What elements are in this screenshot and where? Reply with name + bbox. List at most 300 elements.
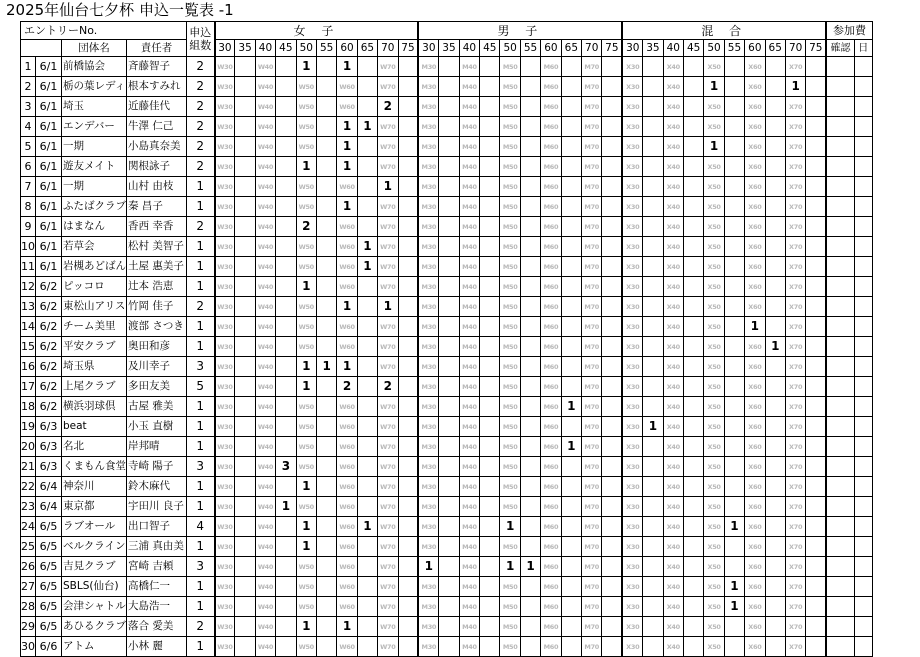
men-entry-cell — [582, 457, 602, 477]
mixed-category-watermark: X30 — [626, 163, 640, 171]
mixed-category-watermark: X30 — [626, 323, 640, 331]
men-entry-cell — [500, 57, 520, 77]
mixed-entry-cell — [663, 217, 683, 237]
men-entry-cell — [602, 297, 622, 317]
men-entry-cell — [582, 357, 602, 377]
table-row — [21, 397, 873, 417]
men-category-watermark: M60 — [543, 83, 559, 91]
men-category-watermark: M60 — [543, 123, 559, 131]
mixed-entry-cell — [745, 417, 765, 437]
mixed-category-watermark: X50 — [707, 503, 721, 511]
men-category-watermark: M60 — [543, 623, 559, 631]
men-entry-cell — [541, 457, 561, 477]
women-entry-cell — [398, 357, 418, 377]
women-category-watermark: W50 — [298, 243, 314, 251]
men-category-watermark: M70 — [584, 523, 600, 531]
mixed-entry-cell — [663, 137, 683, 157]
fee-day-cell — [854, 117, 872, 137]
fee-confirm-cell — [826, 197, 854, 217]
women-category-watermark: W40 — [257, 183, 274, 191]
mixed-category-watermark: X70 — [789, 263, 803, 271]
group-name: 若草会 — [62, 237, 127, 257]
row-number: 3 — [21, 97, 36, 117]
men-entry-cell — [541, 77, 561, 97]
women-entry-cell — [235, 617, 255, 637]
mixed-entry-cell — [745, 117, 765, 137]
mixed-category-watermark: X40 — [666, 623, 680, 631]
men-category-watermark: M60 — [543, 363, 559, 371]
mixed-category-watermark: X30 — [626, 223, 640, 231]
women-entry-cell — [215, 177, 235, 197]
women-entry-cell — [255, 337, 275, 357]
men-category-watermark: M50 — [502, 643, 518, 651]
women-category-watermark: W70 — [380, 403, 396, 411]
mixed-category-watermark: X30 — [626, 643, 640, 651]
men-category-watermark: M40 — [462, 283, 477, 291]
apply-count: 2 — [187, 157, 215, 177]
women-entry-cell — [296, 497, 316, 517]
men-entry-cell — [541, 557, 561, 577]
men-category-watermark: M40 — [462, 63, 477, 71]
manager-name: 辻本 浩恵 — [127, 277, 187, 297]
men-category-watermark: M70 — [584, 323, 600, 331]
men-entry-cell — [418, 77, 438, 97]
mixed-entry-cell — [683, 117, 703, 137]
group-name: 栃の葉レディ — [62, 77, 127, 97]
mixed-entry-cell — [643, 457, 663, 477]
men-category-watermark: M70 — [584, 303, 600, 311]
mixed-category-watermark: X60 — [748, 363, 762, 371]
women-category-watermark: W40 — [257, 343, 274, 351]
row-number: 28 — [21, 597, 36, 617]
women-category-watermark: W50 — [298, 263, 314, 271]
women-entry-cell — [378, 237, 398, 257]
men-category-watermark: M70 — [584, 63, 600, 71]
men-entry-cell — [582, 537, 602, 557]
mixed-entry-cell — [806, 77, 826, 97]
women-entry-cell — [357, 417, 377, 437]
mixed-category-watermark: X60 — [748, 483, 762, 491]
women-entry-cell — [398, 57, 418, 77]
manager-name: 三浦 真由美 — [127, 537, 187, 557]
men-entry-cell — [520, 177, 540, 197]
men-entry-cell — [500, 197, 520, 217]
row-number: 13 — [21, 297, 36, 317]
fee-confirm-cell — [826, 337, 854, 357]
women-entry-cell — [276, 57, 296, 77]
mixed-entry-cell — [785, 577, 805, 597]
mixed-category-watermark: X30 — [626, 503, 640, 511]
men-entry-cell — [459, 497, 479, 517]
apply-count: 1 — [187, 537, 215, 557]
women-category-watermark: W30 — [217, 303, 233, 311]
women-entry-cell — [398, 437, 418, 457]
men-category-watermark: M40 — [462, 563, 477, 571]
men-entry-cell — [418, 577, 438, 597]
mixed-category-watermark: X70 — [789, 443, 803, 451]
women-entry-cell — [337, 497, 357, 517]
men-entry-cell — [561, 337, 581, 357]
mixed-entry-cell — [643, 237, 663, 257]
men-category-watermark: M50 — [502, 583, 518, 591]
fee-confirm-cell — [826, 557, 854, 577]
men-entry-cell — [439, 377, 459, 397]
mixed-entry-cell — [622, 577, 642, 597]
mixed-entry-cell — [643, 77, 663, 97]
mixed-entry-cell — [663, 317, 683, 337]
mixed-entry-cell — [765, 497, 785, 517]
men-entry-cell — [602, 57, 622, 77]
men-category-watermark: M70 — [584, 483, 600, 491]
men-entry-cell — [561, 617, 581, 637]
mixed-entry-cell — [785, 557, 805, 577]
women-entry-cell — [316, 437, 336, 457]
men-category-watermark: M50 — [502, 243, 518, 251]
men-category-watermark: M70 — [584, 643, 600, 651]
mixed-entry-cell — [765, 537, 785, 557]
group-name: アトム — [62, 637, 127, 657]
men-entry-cell — [500, 397, 520, 417]
women-entry-cell — [296, 637, 316, 657]
mixed-entry-cell — [704, 217, 724, 237]
mixed-entry-cell — [724, 457, 744, 477]
women-entry-count: 1 — [342, 159, 352, 173]
mixed-category-watermark: X60 — [748, 303, 762, 311]
fee-day-header: 日 — [854, 40, 872, 57]
women-entry-cell — [357, 397, 377, 417]
fee-confirm-cell — [826, 97, 854, 117]
men-entry-cell — [500, 237, 520, 257]
men-entry-cell — [520, 517, 540, 537]
men-entry-cell — [459, 317, 479, 337]
men-category-watermark: M70 — [584, 183, 600, 191]
mixed-entry-cell — [643, 537, 663, 557]
mixed-entry-cell — [704, 437, 724, 457]
mixed-entry-cell — [785, 377, 805, 397]
mixed-entry-cell — [663, 77, 683, 97]
mixed-entry-cell — [683, 357, 703, 377]
mixed-category-watermark: X70 — [789, 603, 803, 611]
men-category-watermark: M70 — [584, 403, 600, 411]
women-entry-cell — [337, 177, 357, 197]
men-entry-cell — [439, 237, 459, 257]
men-entry-cell — [602, 357, 622, 377]
fee-day-cell — [854, 77, 872, 97]
fee-confirm-cell — [826, 277, 854, 297]
mixed-entry-cell — [745, 397, 765, 417]
mixed-entry-cell — [806, 437, 826, 457]
women-entry-cell — [276, 617, 296, 637]
men-category-watermark: M50 — [502, 543, 518, 551]
women-entry-cell — [255, 437, 275, 457]
women-entry-cell — [398, 197, 418, 217]
row-number: 14 — [21, 317, 36, 337]
mixed-category-watermark: X30 — [626, 443, 640, 451]
men-entry-cell — [582, 217, 602, 237]
fee-day-cell — [854, 637, 872, 657]
women-entry-cell — [255, 57, 275, 77]
women-category-watermark: W60 — [339, 403, 355, 411]
mixed-category-watermark: X40 — [666, 203, 680, 211]
women-entry-cell — [357, 237, 377, 257]
men-category-watermark: M30 — [421, 543, 437, 551]
men-entry-cell — [520, 57, 540, 77]
mixed-entry-cell — [622, 97, 642, 117]
men-entry-cell — [541, 117, 561, 137]
mixed-entry-cell — [622, 77, 642, 97]
men-entry-cell — [561, 77, 581, 97]
mixed-entry-cell — [663, 257, 683, 277]
men-entry-cell — [439, 57, 459, 77]
men-category-watermark: M60 — [543, 203, 559, 211]
group-name: 横浜羽球倶 — [62, 397, 127, 417]
women-entry-count: 2 — [383, 379, 392, 393]
manager-name: 及川幸子 — [127, 357, 187, 377]
men-entry-cell — [500, 557, 520, 577]
mixed-entry-cell — [785, 477, 805, 497]
mixed-entry-cell — [785, 497, 805, 517]
men-entry-cell — [561, 357, 581, 377]
women-entry-cell — [215, 117, 235, 137]
mixed-entry-cell — [643, 97, 663, 117]
men-entry-cell — [439, 457, 459, 477]
row-number: 24 — [21, 517, 36, 537]
men-entry-cell — [480, 297, 500, 317]
mixed-entry-cell — [663, 517, 683, 537]
men-entry-cell — [439, 497, 459, 517]
men-category-watermark: M70 — [584, 123, 600, 131]
fee-confirm-cell — [826, 377, 854, 397]
men-entry-cell — [541, 517, 561, 537]
mixed-entry-cell — [704, 297, 724, 317]
women-entry-cell — [316, 597, 336, 617]
apply-count: 1 — [187, 477, 215, 497]
apply-count: 3 — [187, 357, 215, 377]
women-entry-cell — [255, 257, 275, 277]
women-category-watermark: W40 — [257, 603, 274, 611]
mixed-entry-cell — [683, 337, 703, 357]
row-number: 5 — [21, 137, 36, 157]
women-entry-cell — [337, 397, 357, 417]
women-category-watermark: W60 — [339, 643, 355, 651]
row-number: 15 — [21, 337, 36, 357]
manager-name: 古屋 雅美 — [127, 397, 187, 417]
mixed-category-watermark: X30 — [626, 423, 640, 431]
women-entry-cell — [337, 517, 357, 537]
men-entry-cell — [582, 577, 602, 597]
mixed-entry-count: 1 — [730, 519, 739, 533]
women-entry-count: 1 — [302, 479, 311, 493]
women-category-watermark: W70 — [380, 423, 396, 431]
entry-date: 6/4 — [36, 497, 62, 517]
men-entry-cell — [418, 217, 438, 237]
women-category-watermark: W30 — [217, 623, 233, 631]
mixed-entry-cell — [643, 57, 663, 77]
women-category-watermark: W50 — [298, 463, 314, 471]
women-entry-count: 1 — [302, 539, 311, 553]
women-entry-cell — [378, 637, 398, 657]
women-entry-cell — [296, 237, 316, 257]
entry-date: 6/1 — [36, 197, 62, 217]
mixed-category-watermark: X40 — [666, 423, 680, 431]
table-row — [21, 317, 873, 337]
women-category-watermark: W60 — [339, 183, 355, 191]
women-entry-cell — [255, 297, 275, 317]
men-entry-cell — [561, 97, 581, 117]
fee-confirm-cell — [826, 497, 854, 517]
women-category-watermark: W30 — [217, 263, 233, 271]
mixed-entry-cell — [683, 237, 703, 257]
women-entry-cell — [235, 497, 255, 517]
men-entry-cell — [520, 637, 540, 657]
manager-name: 宇田川 良子 — [127, 497, 187, 517]
men-entry-cell — [602, 377, 622, 397]
men-entry-cell — [500, 417, 520, 437]
men-entry-cell — [582, 597, 602, 617]
mixed-entry-cell — [785, 217, 805, 237]
men-category-watermark: M30 — [421, 443, 437, 451]
apply-count: 1 — [187, 337, 215, 357]
women-category-watermark: W40 — [257, 523, 274, 531]
men-category-watermark: M40 — [462, 203, 477, 211]
apply-count: 2 — [187, 137, 215, 157]
mixed-category-watermark: X40 — [666, 243, 680, 251]
women-entry-cell — [378, 337, 398, 357]
women-category-watermark: W40 — [257, 203, 274, 211]
women-entry-cell — [398, 597, 418, 617]
men-entry-cell — [582, 277, 602, 297]
men-entry-cell — [602, 197, 622, 217]
men-category-watermark: M60 — [543, 643, 559, 651]
women-entry-cell — [316, 77, 336, 97]
women-entry-cell — [316, 337, 336, 357]
manager-name: 斉藤智子 — [127, 57, 187, 77]
men-entry-cell — [418, 617, 438, 637]
mixed-entry-cell — [663, 557, 683, 577]
women-category-watermark: W60 — [339, 283, 355, 291]
table-row — [21, 337, 873, 357]
women-entry-cell — [276, 117, 296, 137]
mixed-entry-cell — [724, 577, 744, 597]
mixed-entry-cell — [806, 457, 826, 477]
men-entry-cell — [582, 557, 602, 577]
mixed-age-header: 75 — [806, 40, 826, 57]
women-entry-cell — [235, 97, 255, 117]
men-entry-cell — [418, 377, 438, 397]
mixed-entry-cell — [785, 617, 805, 637]
women-category-watermark: W50 — [298, 503, 314, 511]
mixed-category-watermark: X60 — [748, 563, 762, 571]
mixed-category-watermark: X50 — [707, 283, 721, 291]
group-name-header: 団体名 — [62, 40, 127, 57]
mixed-entry-cell — [745, 517, 765, 537]
mixed-category-watermark: X60 — [748, 203, 762, 211]
men-entry-cell — [439, 217, 459, 237]
mixed-category-watermark: X40 — [666, 283, 680, 291]
men-entry-cell — [602, 437, 622, 457]
women-category-watermark: W30 — [217, 203, 233, 211]
mixed-entry-cell — [704, 57, 724, 77]
mixed-entry-cell — [806, 537, 826, 557]
men-entry-cell — [480, 457, 500, 477]
entry-date: 6/5 — [36, 537, 62, 557]
mixed-entry-cell — [745, 377, 765, 397]
mixed-entry-cell — [622, 457, 642, 477]
men-category-watermark: M30 — [421, 643, 437, 651]
mixed-category-watermark: X50 — [707, 623, 721, 631]
men-category-watermark: M60 — [543, 603, 559, 611]
men-entry-cell — [459, 517, 479, 537]
mixed-entry-cell — [622, 397, 642, 417]
men-entry-cell — [561, 297, 581, 317]
women-entry-cell — [276, 597, 296, 617]
women-entry-cell — [276, 257, 296, 277]
men-entry-cell — [582, 377, 602, 397]
manager-name: 渡部 さつき — [127, 317, 187, 337]
mixed-entry-cell — [724, 497, 744, 517]
mixed-entry-cell — [806, 477, 826, 497]
mixed-category-watermark: X40 — [666, 123, 680, 131]
mixed-entry-cell — [724, 637, 744, 657]
women-entry-cell — [337, 357, 357, 377]
women-category-watermark: W30 — [217, 183, 233, 191]
mixed-category-watermark: X40 — [666, 303, 680, 311]
apply-count: 2 — [187, 217, 215, 237]
mixed-entry-cell — [622, 157, 642, 177]
entry-date: 6/2 — [36, 297, 62, 317]
mixed-entry-cell — [765, 397, 785, 417]
men-category-watermark: M40 — [462, 463, 477, 471]
women-entry-cell — [215, 477, 235, 497]
women-entry-cell — [296, 617, 316, 637]
mixed-entry-cell — [745, 317, 765, 337]
mixed-category-watermark: X30 — [626, 183, 640, 191]
mixed-category-watermark: X60 — [748, 463, 762, 471]
women-category-watermark: W40 — [257, 403, 274, 411]
men-entry-cell — [602, 137, 622, 157]
table-row — [21, 177, 873, 197]
mixed-entry-cell — [724, 477, 744, 497]
manager-name: 寺崎 陽子 — [127, 457, 187, 477]
women-category-watermark: W60 — [339, 483, 355, 491]
men-entry-cell — [439, 257, 459, 277]
mixed-entry-cell — [663, 637, 683, 657]
men-entry-cell — [541, 337, 561, 357]
group-name: 上尾クラブ — [62, 377, 127, 397]
men-entry-cell — [500, 517, 520, 537]
mixed-entry-cell — [806, 357, 826, 377]
men-entry-cell — [602, 257, 622, 277]
men-category-watermark: M30 — [421, 583, 437, 591]
men-category-watermark: M70 — [584, 163, 600, 171]
women-entry-cell — [357, 497, 377, 517]
mixed-entry-cell — [622, 357, 642, 377]
table-row — [21, 437, 873, 457]
men-entry-cell — [520, 497, 540, 517]
entry-date: 6/1 — [36, 237, 62, 257]
mixed-entry-cell — [643, 597, 663, 617]
group-name: 東京都 — [62, 497, 127, 517]
mixed-category-watermark: X30 — [626, 343, 640, 351]
men-entry-cell — [582, 117, 602, 137]
women-entry-cell — [398, 237, 418, 257]
women-category-watermark: W40 — [257, 463, 274, 471]
mixed-category-watermark: X50 — [707, 243, 721, 251]
men-entry-cell — [500, 537, 520, 557]
mixed-entry-cell — [745, 257, 765, 277]
women-category-watermark: W70 — [380, 203, 396, 211]
women-entry-cell — [296, 277, 316, 297]
